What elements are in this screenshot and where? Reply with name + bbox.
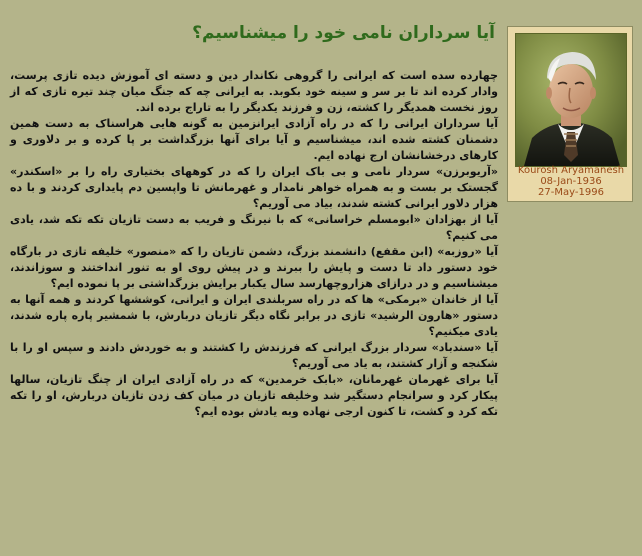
paragraph-3: «آریوبرزن» سردار نامی و بی باک ایران را که در کوههای بختیاری راه را بر «اسکندر» گجستک بر بست و به همراه خواهر نامدار و غهرمانش تا واپسین دم پایداری کردند و با ده هزار دلاور ایرانی کشته شدند، بیاد می آوریم؟ — [10, 165, 498, 210]
paragraph-1: چهارده سده است که ایرانی را گروهی نکاندار دین و دسته ای آموزش دیده تازی پرست، وادار کرده اند تا بر سر و سینه خود بکوبد. به ایرانی چه که جنگ میان چند تیره تازی که از روز نخست همدیگر را کشته، زن و فرزند یکدیگر را به تاراج برده اند. — [10, 69, 498, 114]
portrait-photo — [515, 33, 627, 167]
paragraph-8: آیا برای غهرمان غهرمانان، «بابک خرمدین» که در راه آزادی ایران از چنگ تازیان، سالها پیکار کرد و سرانجام دستگیر شد وخلیفه تازیان در میان کف زدن تازیان دربارش، او را تکه تکه کرد و کشت، تا کنون ارجی نهاده وبه یادش بوده ایم؟ — [10, 373, 498, 418]
paragraph-2: آیا سرداران ایرانی را که در راه آزادی ایرانزمین به گونه هایی هراسناک به دست همین دشمنان کشته شده اند، میشناسیم و آیا برای آنها بزرگداشت بر پا کرده و بر دلاوری و کارهای درخشانشان ارج نهاده ایم. — [10, 117, 498, 162]
article-body — [10, 68, 498, 420]
paragraph-5: آیا «روزبه» (ابن مقفع) دانشمند بزرگ، دشمن تازیان را که «منصور» خلیفه تازی در بارگاه خود دستور داد تا دست و پایش را ببرند و در پیش روی او به تنور انداختند و سوزاندند، میشناسیم و در درازای هزاروچهارسد سال یکبار برایش بزرگداشتی بر پا نموده ایم؟ — [10, 245, 498, 290]
portrait-name: Kourosh Aryamanesh — [517, 165, 625, 176]
page-title: آیا سرداران نامی خود را میشناسیم؟ — [192, 23, 495, 43]
paragraph-6: آیا از خاندان «برمکی» ها که در راه سربلندی ایران و ایرانی، کوششها کردند و همه آنها به دستور «هارون الرشید» تازی در برابر نگاه دیگر تازیان دربارش، با شمشیر پاره پاره شدند، یادی میکنیم؟ — [10, 293, 498, 338]
portrait-death-date: 27-May-1996 — [538, 187, 604, 198]
portrait-birth-date: 08-Jan-1936 — [540, 176, 602, 187]
portrait-illustration — [516, 34, 626, 166]
portrait-card — [507, 26, 633, 202]
paragraph-4: آیا از بهزادان «ابومسلم خراسانی» که با نیرنگ و فریب به دست تازیان تکه تکه شد، یادی می کنیم؟ — [10, 213, 498, 242]
paragraph-7: آیا «سندباد» سردار بزرگ ایرانی که فرزندش را کشتند و به خوردش دادند و سپس او را با شکنجه و آزار کشتند، به یاد می آوریم؟ — [10, 341, 498, 370]
